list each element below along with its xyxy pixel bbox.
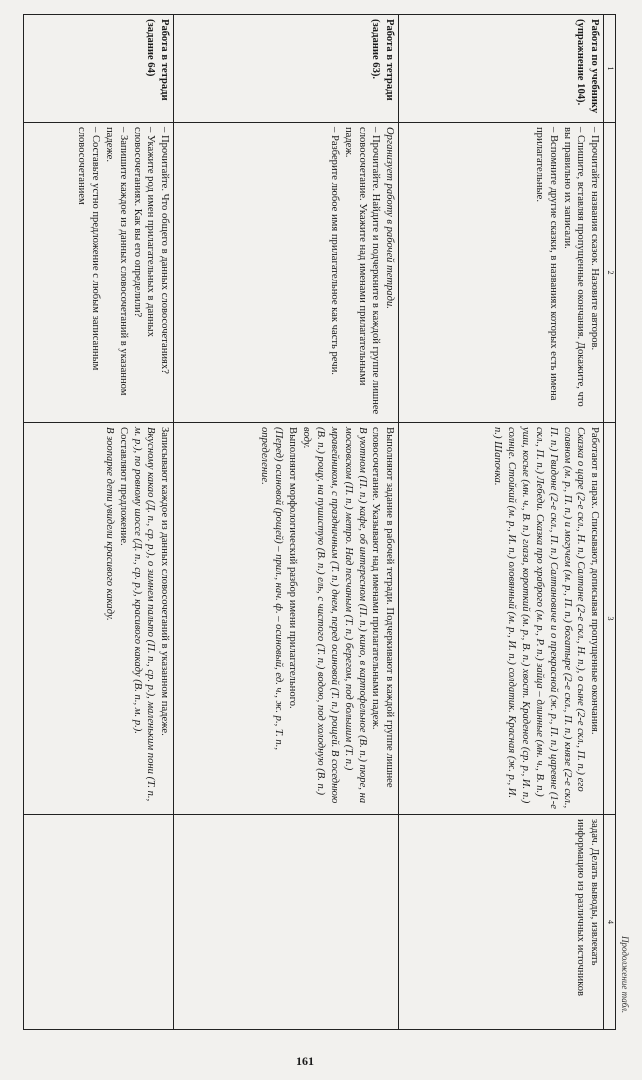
stage-cell xyxy=(399,15,604,123)
header-row xyxy=(604,15,616,1030)
students-sentence: В зоопарке дети увидели красивого какаду. xyxy=(103,427,115,621)
students-intro: Записывают каждое из данных словосочетаний в указанном падеже. xyxy=(159,427,171,736)
teacher-line: – Составьте устно предложение с любым записанным словосочетанием xyxy=(75,127,101,371)
students-parse: (Перед) осиновой (рощей) – прил., нач. ф. – осиновый, ед. ч., ж. р., Т. п., определение. xyxy=(258,427,284,751)
teacher-cell xyxy=(399,123,604,423)
uud-cell xyxy=(399,815,604,1030)
lesson-table xyxy=(23,14,616,1030)
stage-cell xyxy=(174,15,399,123)
teacher-line: – Спишите, вставляя пропущенные окончания. Докажите, что вы правильно их записали. xyxy=(561,127,587,407)
stage-label: Работа в тетради (задание 63). xyxy=(370,19,396,101)
running-header: Продолжение табл. xyxy=(620,936,630,1014)
teacher-line: – Укажите род имен прилагательных в данных словосочетаниях. Как вы его определили? xyxy=(131,127,157,337)
teacher-cell xyxy=(174,123,399,423)
teacher-line: – Запишите каждое из данных словосочетаний в указанном падеже. xyxy=(103,127,129,396)
students-cell xyxy=(174,423,399,815)
col-header-3: 3 xyxy=(604,423,616,815)
teacher-line: – Вспомните другие сказки, в названиях которых есть имена прилагательные. xyxy=(533,127,559,401)
students-example: Вкусному какао (Д. п., ср. р.), о зимнем пальто (П. п., ср. р.), маленьким пони (Т. п., м. р.), по ровному шоссе (Д. п., ср. р.), красивого какаду (В. п., м. р.). xyxy=(131,427,157,802)
students-parse-intro: Выполняют морфологический разбор имени прилагательного. xyxy=(286,427,298,709)
teacher-organizes: Организует работу в рабочей тетради. xyxy=(384,127,396,309)
uud-text: задач. Делать выводы, извлекать информацию из различных источников xyxy=(575,819,601,997)
students-example: В уютном (П. п.) кафе, об интересном (П. п.) кино, в картофельное (В. п.) пюре, на московском (П. п.) метро. Над песчаным (Т. п.) берегом, под большим (Т. п.) мравейником, с праздничным (Т. п.) днем, перед осиновой (Т. п.) рощей. В соседнюю (В. п.) рощу, на пушистую (В. п.) ель, с чистого (Т. п.) водою, под холодную (В. п.) воду. xyxy=(300,427,368,804)
stage-label: Работа в тетради (задание 64) xyxy=(145,19,171,101)
col-header-2: 2 xyxy=(604,123,616,423)
teacher-line: – Прочитайте названия сказок. Назовите авторов. xyxy=(589,127,601,351)
table-row xyxy=(24,15,174,1030)
uud-cell xyxy=(24,815,174,1030)
stage-label: Работа по учебнику (упражнение 104). xyxy=(575,19,601,114)
stage-cell xyxy=(24,15,174,123)
students-intro: Работают в парах. Списывают, дописывая пропущенные окончания. xyxy=(589,427,601,735)
teacher-line: – Прочитайте. Найдите и подчеркните в каждой группе лишнее словосочетание. Укажите над именами прилагательными падеж. xyxy=(342,127,382,415)
table-row xyxy=(399,15,604,1030)
page-number: 161 xyxy=(296,1054,314,1068)
table-row xyxy=(174,15,399,1030)
students-after: Составляют предложение. xyxy=(117,427,129,546)
students-example: Сказка о царе (2-е скл., Н. п.) Салтане (2-е скл., Н. п.), о сыне (2-е скл., П. п.) его славном (м. р., П. п.) и могучем (м. р., П. п.) богатыре (2-е скл., П. п.) князе (2-е скл., П. п.) Гвидоне (2-е скл., П. п.) Салтановиче и о прекрасной (ж. р., П. п.) царевне (1-е скл., П. п.) Лебеди. Сказка про храброго (м. р., Р. п.) зайца – длинные (мн. ч., В. п.) уши, косые (мн. ч., В. п.) глаза, короткий (м. р., В. п.) хвост. Краденое (ср. р., И. п.) солнце. Стойкий (м. р., И. п.) оловянный (м. р., И. п.) солдатик. Красная (ж. р., И. п.) Шапочка. xyxy=(491,427,587,809)
col-header-4: 4 xyxy=(604,815,616,1030)
students-cell xyxy=(399,423,604,815)
col-header-1: 1 xyxy=(604,15,616,123)
teacher-line: – Разберите любое имя прилагательное как часть речи. xyxy=(328,127,340,375)
teacher-cell xyxy=(24,123,174,423)
uud-cell xyxy=(174,815,399,1030)
teacher-line: – Прочитайте. Что общего в данных словосочетаниях? xyxy=(159,127,171,374)
rotated-table-area xyxy=(28,6,628,1046)
students-cell xyxy=(24,423,174,815)
students-intro: Выполняют задание в рабочей тетради. Подчеркивают в каждой группе лишнее словосочетание. Указывают над именами прилагательными падеж. xyxy=(370,427,396,788)
